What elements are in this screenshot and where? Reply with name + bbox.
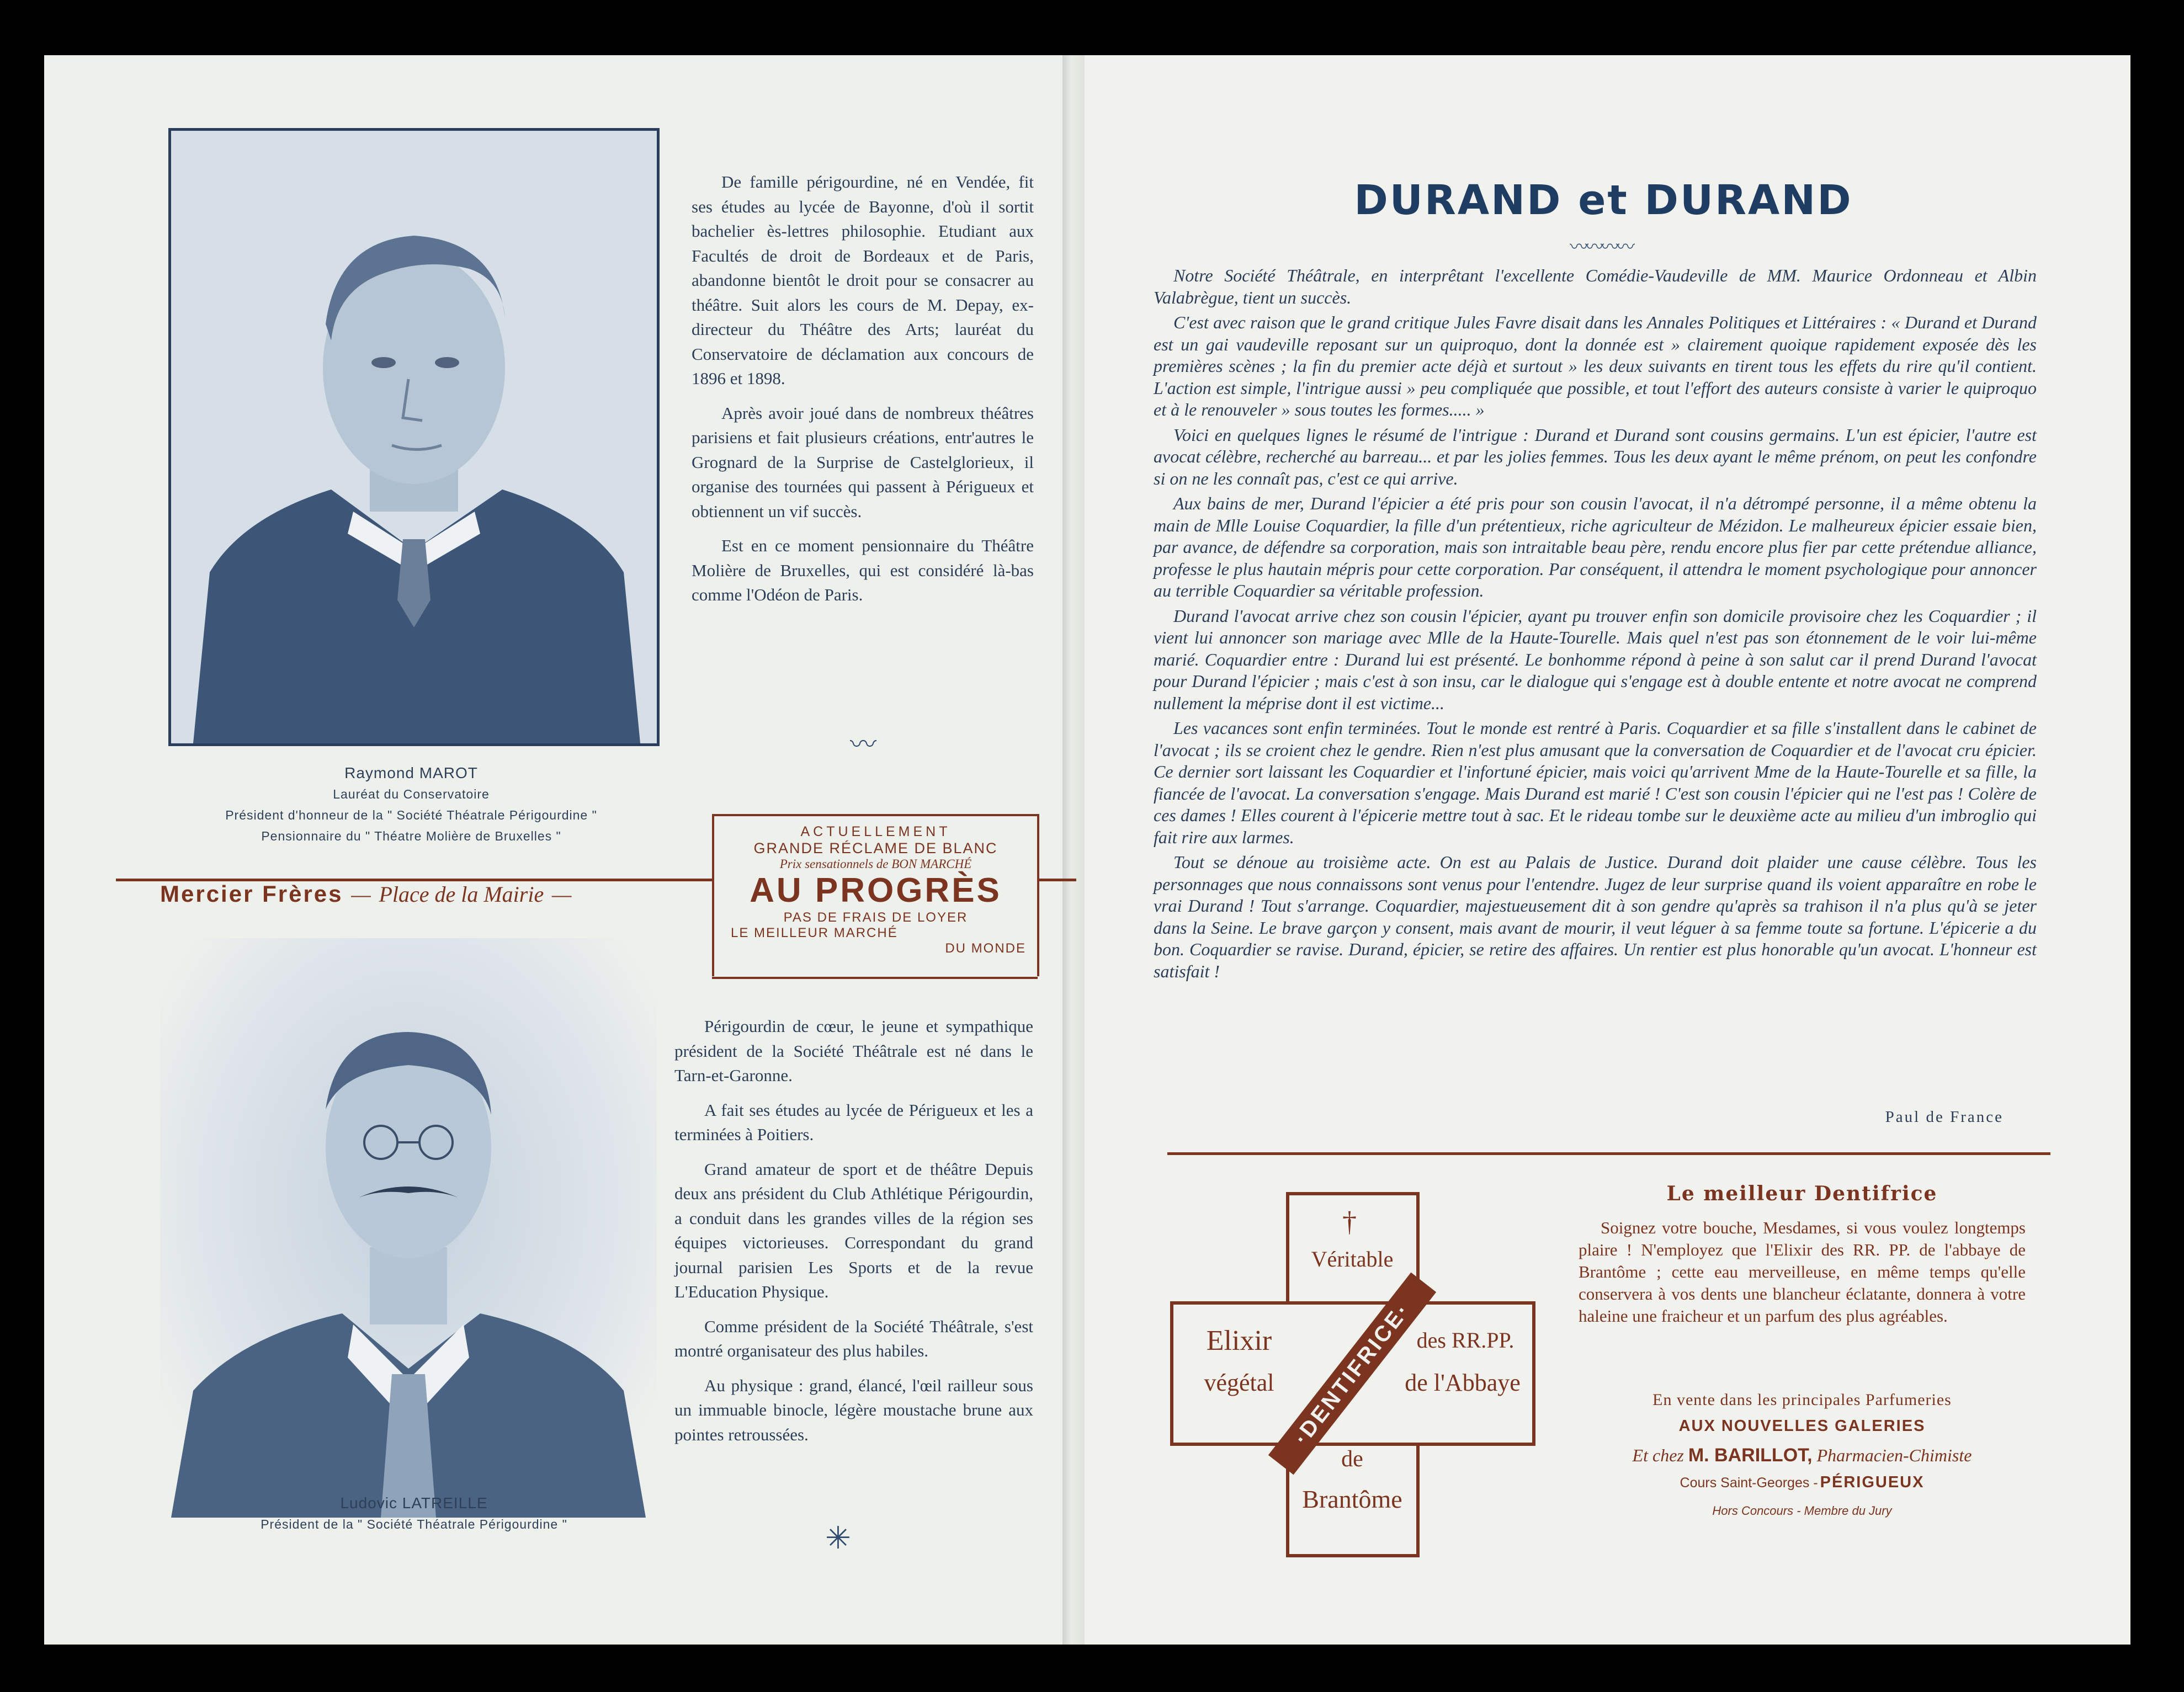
dentifrice-barillot: M. BARILLOT,: [1688, 1445, 1813, 1466]
marot-caption: [121, 763, 701, 847]
cross-vegetal: végétal: [1204, 1369, 1274, 1396]
latreille-caption-line: Président de la " Société Théatrale Périgourdine ": [261, 1517, 567, 1531]
dentifrice-heading: Le meilleur Dentifrice: [1666, 1182, 1938, 1205]
summary-paragraph: Notre Société Théâtrale, en interprêtant l'excellente Comédie-Vaudeville de MM. Maurice Ordonneau et Albin Valabrègue, tient un succès.: [1154, 265, 2037, 307]
ad-prix: Prix sensationnels de BON MARCHÉ: [779, 857, 972, 871]
dentifrice-body: Soignez votre bouche, Mesdames, si vous voulez longtemps plaire ! N'employez que l'Elixir des RR. PP. de l'abbaye de Brantôme ; cette eau merveilleuse, en même temps qu'elle conservera à vos dents une blancheur éclatante, donnera à votre haleine une fraicheur et un parfum des plus agréables.: [1579, 1218, 2026, 1326]
marot-caption-line: Pensionnaire du " Théatre Molière de Bruxelles ": [261, 829, 561, 843]
ad-dash: —: [551, 882, 572, 907]
end-ornament: ✳: [825, 1521, 851, 1556]
page-fold: [1062, 55, 1085, 1645]
latreille-bio-paragraph: Périgourdin de cœur, le jeune et sympathique président de la Société Théâtrale est né dans le Tarn-et-Garonne.: [674, 1017, 1033, 1085]
marot-ornament: 〰: [850, 730, 877, 759]
ad-meilleur: LE MEILLEUR MARCHÉ: [731, 925, 898, 940]
ad-merchant: Mercier Frères: [160, 881, 343, 907]
summary-paragraph: Aux bains de mer, Durand l'épicier a été pris pour son cousin l'avocat, il n'a détrompé personne, il a même obtenu la main de Mlle Louise Coquardier, la fille d'un prétentieux, riche agriculteur de Mézidon. Le malheureux épicier essaie bien, par avance, de défendre sa corporation, mais son intraitable beau père, rendu encore plus fier par cette prétendue alliance, professe le plus hautain mépris pour cette corporation. Par conséquent, il attendra le moment psychologique pour annoncer au terrible Coquardier sa véritable profession.: [1154, 493, 2037, 600]
summary-paragraph: C'est avec raison que le grand critique Jules Favre disait dans les Annales Politiques et Littéraires : « Durand et Durand est un gai vaudeville reposant sur un quiproquo, dont la donnée est » clairement quoique rapidement exposée dès les premières scènes ; la fin du premier acte déjà et surtout » les deux suivants en tirent tous les effets du rire qu'il contient. L'action est simple, l'intrigue aussi » peu compliquée que possible, et tout l'effort des auteurs consiste à varier le quiproquo et à le renouveler » sous toutes les formes..... »: [1154, 312, 2037, 419]
marot-caption-line: Président d'honneur de la " Société Théatrale Périgourdine ": [225, 808, 597, 822]
dentifrice-address: [1579, 1473, 2026, 1492]
latreille-name: Ludovic LATREILLE: [340, 1494, 488, 1512]
ad-frais: PAS DE FRAIS DE LOYER: [783, 910, 968, 925]
ad-box: [712, 814, 1039, 976]
latreille-bio-paragraph: Comme président de la Société Théâtrale, s'est montré organisateur des plus habiles.: [674, 1316, 1033, 1360]
ad-box-bottom: [712, 977, 1038, 979]
cross-elixir: Elixir: [1206, 1325, 1272, 1356]
ad-shop: AU PROGRÈS: [714, 871, 1037, 910]
dentifrice-galeries: AUX NOUVELLES GALERIES: [1678, 1417, 1926, 1435]
marot-bio-paragraph: De famille périgourdine, né en Vendée, fit ses études au lycée de Bayonne, d'où il sortit bachelier ès-lettres philosophie. Etudiant aux Facultés de droit de Bordeaux et de Paris, abandonne bientôt le droit pour se consacrer au théâtre. Suit alors les cours de M. Depay, ex-directeur du Théâtre des Arts; lauréat du Conservatoire de déclamation aux concours de 1896 et 1898.: [692, 172, 1034, 388]
marot-caption-line: Lauréat du Conservatoire: [333, 787, 490, 801]
latreille-bio-paragraph: Grand amateur de sport et de théâtre Depuis deux ans président du Club Athlétique Périgourdin, a conduit dans les grandes villes de la région ses équipes victorieuses. Correspondant du grand journal parisien Les Sports et de la revue L'Education Physique.: [674, 1159, 1033, 1301]
cross-brantome: Brantôme: [1302, 1485, 1402, 1513]
cross-dagger: †: [1342, 1206, 1357, 1238]
summary-paragraph: Tout se dénoue au troisième acte. On est au Palais de Justice. Durand doit plaider une cause célèbre. Tous les personnages que nous connaissons sont venus pour l'entendre. Jugez de leur surprise quand ils voient apparaître en robe le vrai Durand ! Tout s'arrange. Coquardier, majestueusement dit à son gendre qu'après sa trahison il n'a plus qu'à se jeter dans la Seine. Le brave garçon y consent, mais avant de mourir, il veut léguer à sa femme toute sa fortune. L'épicerie a du bon. Coquardier se ravise. Durand, épicier, se retire des affaires. Un rentier est plus honorable qu'un avocat. L'honneur est satisfait !: [1154, 852, 2037, 981]
marot-portrait: [168, 128, 660, 746]
summary-paragraph: Voici en quelques lignes le résumé de l'intrigue : Durand et Durand sont cousins germains. L'un est épicier, l'autre est avocat célèbre, recherché au barreau... et par les jolies femmes. Tous les deux ayant le même prénom, on peut les confondre si on ne les connaît pas, c'est ce qui arrive.: [1154, 424, 2037, 488]
dentifrice-chez-line: [1579, 1445, 2026, 1466]
cross-rrpp: des RR.PP.: [1416, 1328, 1515, 1353]
ad-dash: —: [351, 882, 371, 907]
dentifrice-ville: PÉRIGUEUX: [1820, 1473, 1925, 1491]
dentifrice-pharma: Pharmacien-Chimiste: [1816, 1445, 1972, 1465]
cross-veritable: Véritable: [1311, 1247, 1394, 1271]
play-title: DURAND et DURAND: [1354, 177, 1853, 224]
ad-merchant-line: [160, 881, 571, 907]
cross-de: de: [1341, 1446, 1363, 1472]
latreille-bio: [674, 1014, 1033, 1457]
ad-place: Place de la Mairie: [379, 882, 544, 907]
latreille-bio-paragraph: A fait ses études au lycée de Périgueux et les a terminées à Poitiers.: [674, 1100, 1033, 1144]
latreille-portrait: [160, 938, 657, 1518]
marot-bio-paragraph: Après avoir joué dans de nombreux théâtres parisiens et fait plusieurs créations, entr'autres le Grognard de la Surprise de Castelglorieux, il organise des tournées qui passent à Périgueux et obtiennent un vif succès.: [692, 403, 1034, 521]
ad-monde: DU MONDE: [945, 941, 1026, 956]
summary-paragraph: Les vacances sont enfin terminées. Tout le monde est rentré à Paris. Coquardier et sa fille s'installent dans le cabinet de l'avocat ; ils se croient chez le gendre. Rien n'est plus amusant que la conversation de Coquardier et de l'avocat cru épicier. Ce dernier sort laissant les Coquardier et l'infortuné épicier, mais voici qu'arrivent Mme de la Haute-Tourelle et sa fille, la fiancée de l'avocat. La conversation s'engage. Mais Durand est marié ! C'est son cousin l'épicier qui ne l'est pas ! Colère de ces dames ! Elles courent à l'épicerie mettre tout à sac. Et le rideau tombe sur le deuxième acte au milieu d'un imbroglio qui fait rire aux larmes.: [1154, 718, 2037, 847]
ad-actuellement: ACTUELLEMENT: [800, 824, 951, 839]
dentifrice-jury: Hors Concours - Membre du Jury: [1712, 1504, 1892, 1518]
latreille-bio-paragraph: Au physique : grand, élancé, l'œil railleur sous un immuable binocle, légère moustache brune aux pointes retroussées.: [674, 1375, 1033, 1444]
section-rule: [1167, 1152, 2050, 1155]
marot-name: Raymond MAROT: [344, 764, 478, 781]
play-summary: [1154, 265, 2037, 986]
dentifrice-vente: En vente dans les principales Parfumeries: [1652, 1391, 1952, 1409]
marot-bio-paragraph: Est en ce moment pensionnaire du Théâtre Molière de Bruxelles, qui est considéré là-bas comme l'Odéon de Paris.: [692, 536, 1034, 604]
title-ornament: 〰〰〰〰: [1570, 237, 1632, 258]
ad-reclame: GRANDE RÉCLAME DE BLANC: [753, 840, 998, 856]
dentifrice-text: [1579, 1217, 2026, 1327]
summary-paragraph: Durand l'avocat arrive chez son cousin l'épicier, ayant pu trouver enfin son domicile provisoire chez les Coquardier ; il vient lui annoncer son mariage avec Mlle de la Haute-Tourelle. Mais quel n'est pas son étonnement de le voir lui-même marié. Coquardier entre : Durand lui est présenté. Le bonhomme répond à peine à son salut car il prend Durand l'avocat pour Durand l'épicier ; mais c'est à son insu, car le dialogue qui s'engage est à double entente et notre avocat ne comprend nullement la méprise dont il est victime...: [1154, 605, 2037, 713]
dentifrice-cours: Cours Saint-Georges -: [1680, 1475, 1818, 1491]
cross-abbaye: de l'Abbaye: [1405, 1369, 1521, 1396]
dentifrice-banner: ·DENTIFRICE·: [1268, 1273, 1436, 1475]
latreille-caption: [138, 1493, 690, 1535]
marot-bio: [692, 170, 1034, 618]
dentifrice-chez: Et chez: [1632, 1445, 1684, 1465]
signature: Paul de France: [1885, 1108, 2004, 1126]
